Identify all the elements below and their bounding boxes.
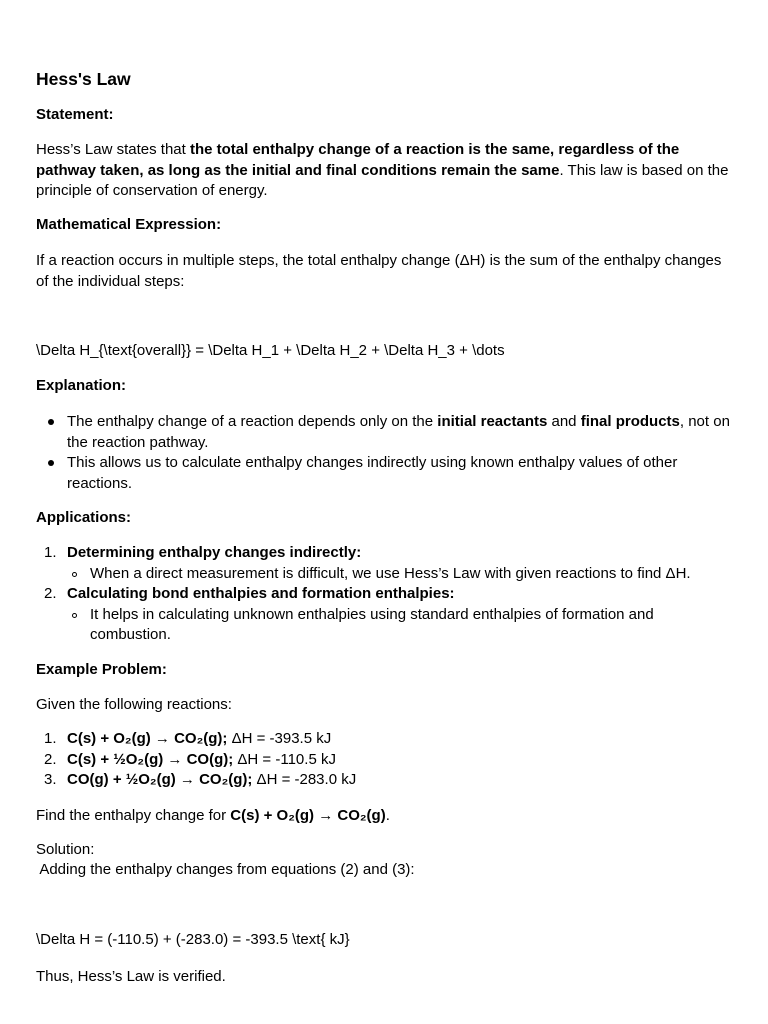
find-text-c: . [385,807,390,824]
list-item [36,750,736,771]
page-title: Hess's Law [36,69,131,89]
list-item [36,729,736,750]
example-given: Given the following reactions: [36,696,232,713]
circle-bullet-icon [72,613,77,618]
list-item [36,412,736,453]
statement-text-3: . This law is based on the principle of conservation of energy. [36,161,729,199]
application-title: Determining enthalpy changes indirectly: [67,544,362,561]
example-heading: Example Problem: [36,661,167,678]
sub-list [67,564,736,585]
solution-formula: \Delta H = (-110.5) + (-283.0) = -393.5 \text{ kJ} [36,931,350,948]
list-number: 1. [44,730,57,747]
math-formula: \Delta H_{\text{overall}} = \Delta H_1 + \Delta H_2 + \Delta H_3 + \dots [36,342,505,359]
bullet1-text-a: The enthalpy change of a reaction depends only on the [67,413,438,430]
list-item [36,453,736,494]
find-statement [36,806,731,827]
list-item [36,543,736,584]
find-equation: C(s) + O₂(g) → CO₂(g) [230,807,386,824]
sub-item-text: It helps in calculating unknown enthalpies using standard enthalpies of formation and combustion. [90,605,654,643]
reaction-equation: C(s) + O₂(g) → CO₂(g); [67,730,228,747]
reaction-enthalpy: ΔH = -393.5 kJ [227,730,332,747]
application-title: Calculating bond enthalpies and formation enthalpies: [67,585,455,602]
bullet-dot-icon [48,419,54,425]
bullet1-bold-initial: initial reactants [437,413,548,430]
math-intro: If a reaction occurs in multiple steps, the total enthalpy change (ΔH) is the sum of the enthalpy changes of the individual steps: [36,252,722,290]
applications-heading: Applications: [36,509,132,526]
explanation-heading: Explanation: [36,377,127,394]
explanation-list [36,412,736,494]
list-number: 2. [44,585,57,602]
bullet2-text: This allows us to calculate enthalpy changes indirectly using known enthalpy values of other reactions. [67,454,678,492]
sub-list [67,605,736,646]
list-number: 3. [44,771,57,788]
sub-item-text: When a direct measurement is difficult, we use Hess’s Law with given reactions to find ΔH. [90,564,691,582]
list-number: 1. [44,544,57,561]
conclusion: Thus, Hess’s Law is verified. [36,968,226,985]
reaction-equation: CO(g) + ½O₂(g) → CO₂(g); [67,771,253,788]
sub-list-item [67,564,736,585]
solution-text: Adding the enthalpy changes from equations (2) and (3): [36,861,415,878]
statement-heading: Statement: [36,106,114,123]
list-item [36,770,736,791]
sub-list-item [67,605,736,646]
bullet-dot-icon [48,460,54,466]
reaction-enthalpy: ΔH = -283.0 kJ [252,771,357,788]
math-heading: Mathematical Expression: [36,216,222,233]
list-item [36,584,736,646]
reaction-equation: C(s) + ½O₂(g) → CO(g); [67,750,234,768]
bullet1-bold-final: final products [580,413,680,430]
circle-bullet-icon [72,572,77,577]
statement-text-1: Hess’s Law states that [36,141,190,158]
find-text-a: Find the enthalpy change for [36,807,231,824]
list-number: 2. [44,750,57,768]
statement-text-bold: the total enthalpy change of a reaction is the same, regardless of the pathway taken, as long as the initial and final conditions remain the same [36,141,680,179]
applications-list [36,543,736,646]
reactions-list [36,729,736,791]
statement-paragraph [36,140,731,202]
solution-label: Solution: [36,841,95,858]
reaction-enthalpy: ΔH = -110.5 kJ [233,750,336,768]
bullet1-text-e: , not on the reaction pathway. [67,413,730,451]
bullet1-text-c: and [547,413,581,430]
